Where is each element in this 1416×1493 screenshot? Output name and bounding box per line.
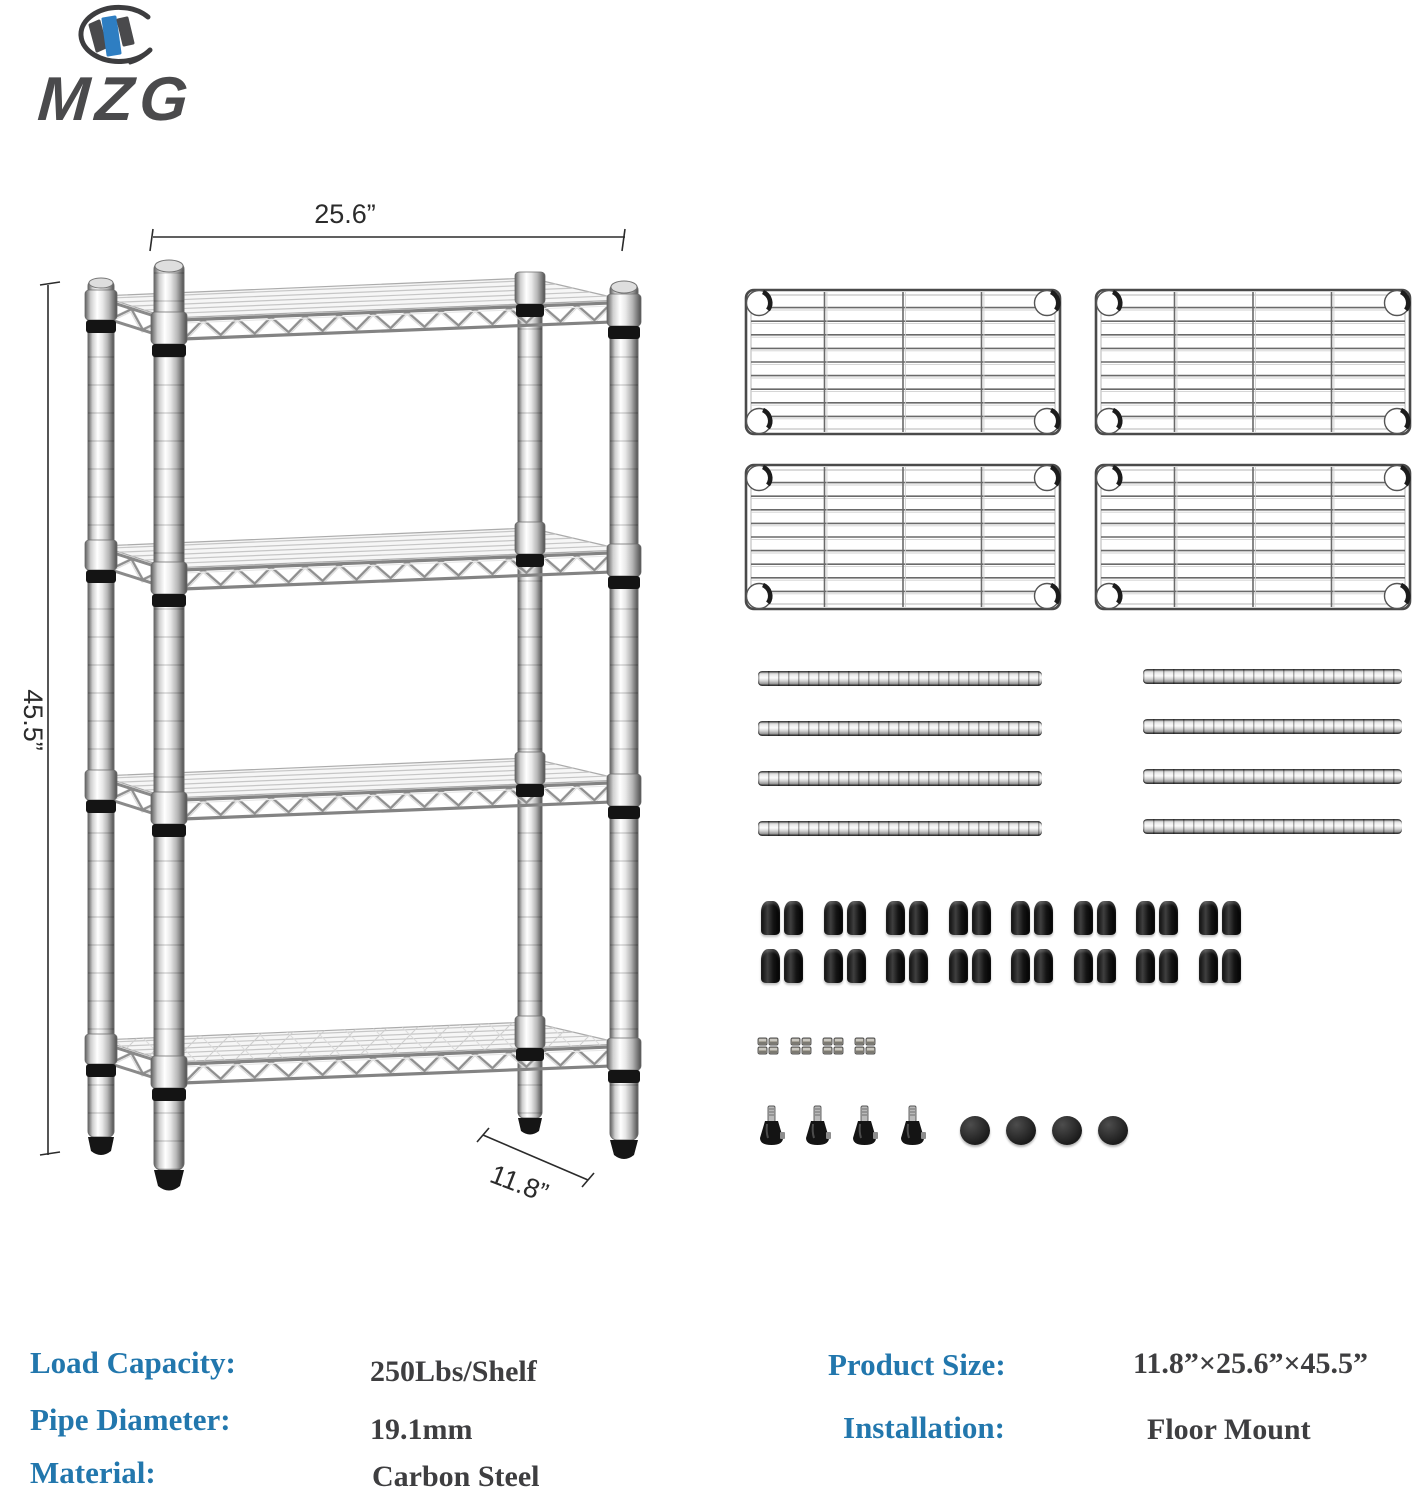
- pole-segment: [758, 671, 1042, 686]
- spec-label-load-capacity: Load Capacity:: [30, 1345, 236, 1380]
- depth-dimension: [477, 1128, 594, 1208]
- foot-cap: [1052, 1116, 1082, 1145]
- plastic-clip: [949, 949, 968, 983]
- plastic-clip: [1159, 901, 1178, 935]
- width-dimension: [150, 199, 625, 251]
- foot-cap: [960, 1116, 990, 1145]
- spec-label-product-size: Product Size:: [828, 1347, 1006, 1382]
- leveling-foot: [756, 1105, 786, 1154]
- plastic-clip: [1136, 949, 1155, 983]
- shelf-unit-illustration: [0, 190, 680, 1310]
- spec-value-load-capacity: 250Lbs/Shelf: [370, 1355, 537, 1388]
- back-right-pole: [518, 306, 542, 1135]
- foot-cap: [1098, 1116, 1128, 1145]
- plastic-clip: [1097, 901, 1116, 935]
- brand-name: MZG: [35, 65, 197, 134]
- plastic-clip: [1074, 949, 1093, 983]
- depth-dimension-label: 11.8”: [486, 1158, 553, 1209]
- leveling-foot: [802, 1105, 832, 1154]
- brand-logo: [30, 0, 290, 150]
- spec-value-pipe-diameter: 19.1mm: [370, 1413, 473, 1446]
- plastic-clip: [972, 901, 991, 935]
- wire-shelf-panel: [742, 286, 1064, 443]
- plastic-clip: [909, 949, 928, 983]
- pole-segment: [1143, 819, 1402, 834]
- plastic-clip: [886, 949, 905, 983]
- plastic-clip: [909, 901, 928, 935]
- spec-value-installation: Floor Mount: [1147, 1413, 1311, 1446]
- plastic-clip: [1034, 901, 1053, 935]
- plastic-clip: [1199, 949, 1218, 983]
- spec-label-installation: Installation:: [843, 1410, 1005, 1445]
- plastic-clip: [949, 901, 968, 935]
- shelf-tiers: [60, 278, 680, 1086]
- plastic-clip: [886, 901, 905, 935]
- plastic-clip: [847, 949, 866, 983]
- pole-segment: [758, 821, 1042, 836]
- plastic-clip: [972, 949, 991, 983]
- height-dimension: [18, 282, 60, 1155]
- wire-shelf-panel: [742, 461, 1064, 618]
- pole-connector: [822, 1037, 844, 1060]
- plastic-clip: [1222, 949, 1241, 983]
- spec-value-material: Carbon Steel: [372, 1460, 540, 1493]
- spec-label-material: Material:: [30, 1455, 156, 1490]
- spec-value-product-size: 11.8”×25.6”×45.5”: [1133, 1347, 1369, 1380]
- pole-segment: [758, 771, 1042, 786]
- plastic-clip: [784, 949, 803, 983]
- plastic-clip: [1034, 949, 1053, 983]
- pole-segment: [1143, 669, 1402, 684]
- plastic-clip: [824, 901, 843, 935]
- spec-label-pipe-diameter: Pipe Diameter:: [30, 1402, 231, 1437]
- plastic-clip: [1097, 949, 1116, 983]
- pole-connector: [757, 1037, 779, 1060]
- back-left-pole: [88, 278, 114, 1155]
- plastic-clip: [1011, 901, 1030, 935]
- plastic-clip: [1222, 901, 1241, 935]
- pole-segment: [1143, 719, 1402, 734]
- pole-segment: [758, 721, 1042, 736]
- plastic-clip: [1199, 901, 1218, 935]
- leveling-foot: [897, 1105, 927, 1154]
- plastic-clip: [761, 949, 780, 983]
- pole-connector: [854, 1037, 876, 1060]
- plastic-clip: [784, 901, 803, 935]
- front-right-pole: [610, 281, 638, 1159]
- leveling-foot: [849, 1105, 879, 1154]
- plastic-clip: [761, 901, 780, 935]
- plastic-clip: [1136, 901, 1155, 935]
- plastic-clip: [1011, 949, 1030, 983]
- foot-cap: [1006, 1116, 1036, 1145]
- wire-shelf-panel: [1092, 286, 1414, 443]
- plastic-clip: [1159, 949, 1178, 983]
- plastic-clip: [824, 949, 843, 983]
- pole-segment: [1143, 769, 1402, 784]
- width-dimension-label: 25.6”: [314, 199, 376, 229]
- plastic-clip: [1074, 901, 1093, 935]
- pole-connector: [790, 1037, 812, 1060]
- front-left-pole: [154, 260, 184, 1191]
- wire-shelf-panel: [1092, 461, 1414, 618]
- height-dimension-label: 45.5”: [18, 689, 48, 751]
- plastic-clip: [847, 901, 866, 935]
